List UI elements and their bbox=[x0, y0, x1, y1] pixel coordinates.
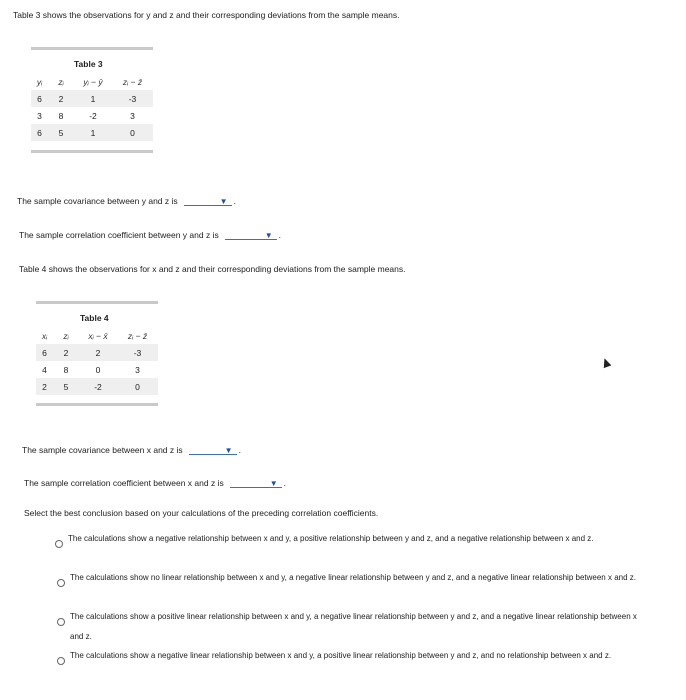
table3-top-rule bbox=[31, 47, 153, 50]
table4-intro: Table 4 shows the observations for x and z and their corresponding deviations from the sample means. bbox=[19, 264, 406, 274]
corr-xz-label: The sample correlation coefficient between x and z is bbox=[24, 478, 224, 488]
table-cell: -3 bbox=[117, 344, 158, 361]
table4-header-cell: xᵢ bbox=[41, 330, 48, 341]
option-1-label[interactable]: The calculations show a negative relationship between x and y, a positive relationship between y and z, and a negative relationship between x and z. bbox=[68, 534, 594, 543]
table3-header-row bbox=[31, 73, 153, 90]
select-prompt: Select the best conclusion based on your calculations of the preceding correlation coefficients. bbox=[24, 508, 379, 518]
table4-grid bbox=[36, 327, 158, 395]
table4-bottom-rule bbox=[36, 403, 158, 406]
table-cell: 1 bbox=[74, 90, 112, 107]
table3-header-cell: zᵢ bbox=[58, 76, 64, 87]
table-row bbox=[36, 344, 158, 361]
table4-top-rule bbox=[36, 301, 158, 304]
table-cell: 2 bbox=[79, 344, 117, 361]
table3-header-cell: yᵢ bbox=[36, 76, 43, 87]
table-cell: 6 bbox=[31, 124, 48, 141]
table-cell: 2 bbox=[53, 344, 79, 361]
table4-header-row bbox=[36, 327, 158, 344]
table3-intro: Table 3 shows the observations for y and z and their corresponding deviations from the sample means. bbox=[13, 10, 400, 20]
table-cell: 5 bbox=[53, 378, 79, 395]
table-cell: 8 bbox=[58, 110, 64, 121]
period: . bbox=[238, 445, 241, 455]
table-cell: 4 bbox=[42, 364, 47, 375]
table3-header-cell: zᵢ − z̄ bbox=[122, 76, 143, 87]
table-cell: 1 bbox=[74, 124, 112, 141]
cov-yz-question bbox=[17, 196, 236, 206]
chevron-down-icon: ▼ bbox=[269, 479, 278, 488]
option-2-label[interactable]: The calculations show no linear relationship between x and y, a negative linear relationship between y and z, and a negative linear relationship between x and z. bbox=[70, 573, 636, 582]
table-cell: 2 bbox=[48, 90, 74, 107]
table-cell: 3 bbox=[130, 110, 135, 121]
table-cell: 0 bbox=[95, 364, 101, 375]
table-cell: 3 bbox=[135, 364, 140, 375]
table3-bottom-rule bbox=[31, 150, 153, 153]
corr-yz-label: The sample correlation coefficient between y and z is bbox=[19, 230, 219, 240]
cov-yz-label: The sample covariance between y and z is bbox=[17, 196, 178, 206]
table-cell: 5 bbox=[48, 124, 74, 141]
table-cell: 6 bbox=[31, 90, 48, 107]
mouse-cursor-icon bbox=[601, 357, 612, 368]
cov-xz-label: The sample covariance between x and z is bbox=[22, 445, 183, 455]
table4-header-cell: zᵢ − z̄ bbox=[127, 330, 148, 341]
table-cell: 0 bbox=[117, 378, 158, 395]
table-cell: 2 bbox=[36, 378, 53, 395]
cov-xz-dropdown[interactable] bbox=[189, 445, 233, 455]
table-cell: -3 bbox=[112, 90, 153, 107]
corr-xz-question bbox=[24, 478, 286, 488]
table-row bbox=[31, 107, 153, 124]
table-cell: 3 bbox=[37, 110, 42, 121]
table-cell: -2 bbox=[79, 378, 117, 395]
table-row bbox=[36, 361, 158, 378]
table3-header-cell: yᵢ − ȳ bbox=[83, 76, 103, 87]
corr-yz-question bbox=[19, 230, 281, 240]
chevron-down-icon: ▼ bbox=[219, 197, 228, 206]
period: . bbox=[278, 230, 281, 240]
period: . bbox=[233, 196, 236, 206]
option-3-label[interactable]: The calculations show a positive linear relationship between x and y, a negative linear relationship between y and z, and a negative linear relationship between x and z. bbox=[70, 612, 637, 641]
table-cell: 0 bbox=[112, 124, 153, 141]
table4-title: Table 4 bbox=[80, 313, 109, 323]
corr-xz-dropdown[interactable] bbox=[230, 478, 278, 488]
option-4-radio[interactable] bbox=[57, 657, 65, 665]
chevron-down-icon: ▼ bbox=[264, 231, 273, 240]
option-2-radio[interactable] bbox=[57, 579, 65, 587]
period: . bbox=[283, 478, 286, 488]
chevron-down-icon: ▼ bbox=[224, 446, 233, 455]
cov-yz-dropdown[interactable] bbox=[184, 196, 228, 206]
table-cell: 8 bbox=[63, 364, 69, 375]
cov-xz-question bbox=[22, 445, 241, 455]
table-cell: -2 bbox=[89, 110, 97, 121]
option-3-radio[interactable] bbox=[57, 618, 65, 626]
table-cell: 6 bbox=[36, 344, 53, 361]
table4-header-cell: xᵢ − x̄ bbox=[88, 330, 108, 341]
table3-title: Table 3 bbox=[74, 59, 103, 69]
corr-yz-dropdown[interactable] bbox=[225, 230, 273, 240]
table4-header-cell: zᵢ bbox=[63, 330, 69, 341]
table-row bbox=[31, 90, 153, 107]
table-row bbox=[31, 124, 153, 141]
table-row bbox=[36, 378, 158, 395]
option-4-label[interactable]: The calculations show a negative linear relationship between x and y, a positive linear relationship between y and z, and no relationship between x and z. bbox=[70, 651, 612, 660]
option-1-radio[interactable] bbox=[55, 540, 63, 548]
table3-grid bbox=[31, 73, 153, 141]
